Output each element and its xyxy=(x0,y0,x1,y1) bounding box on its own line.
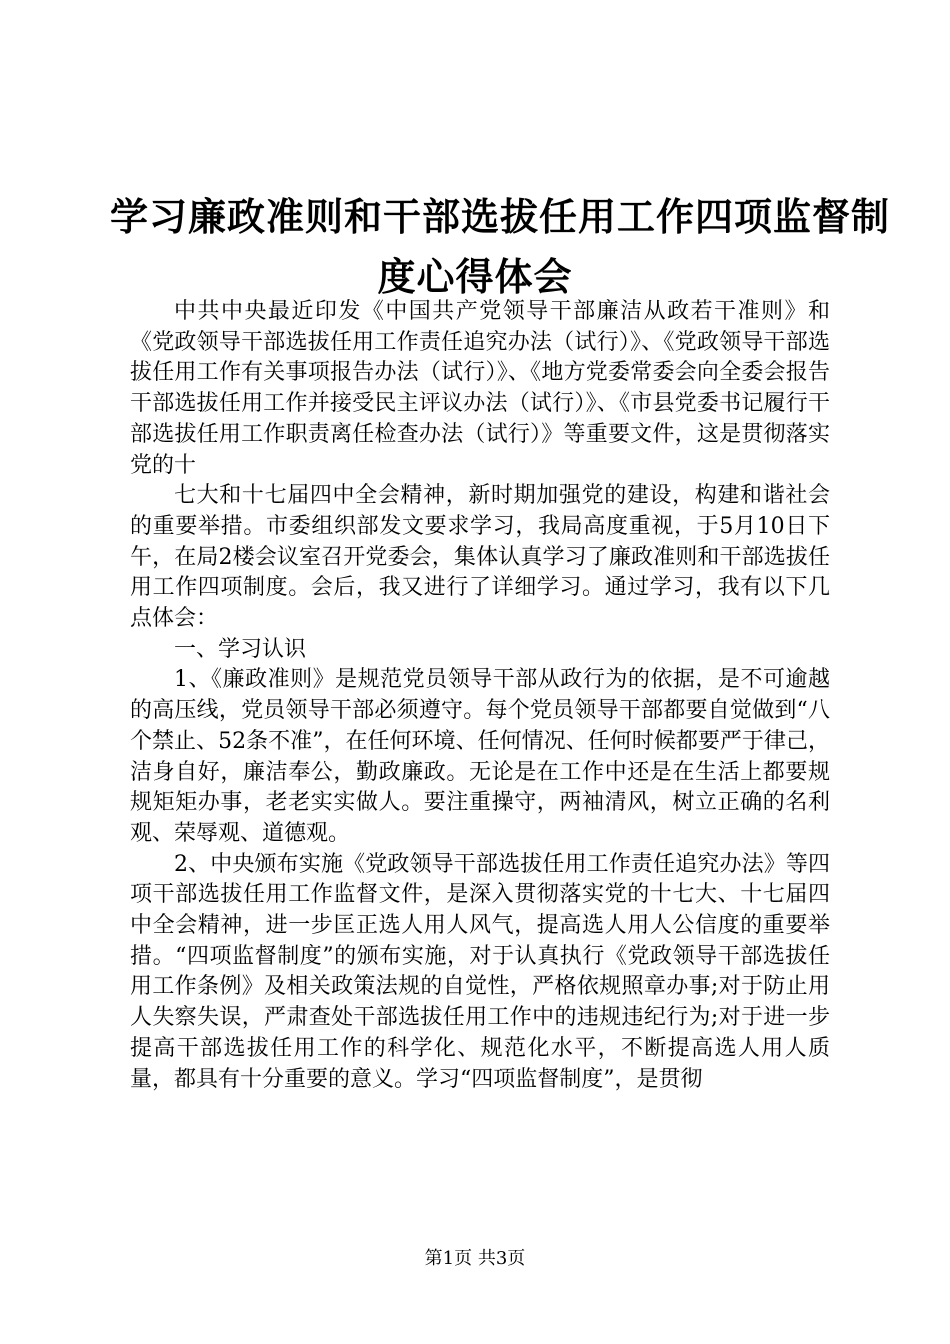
paragraph-point-2: 2、中央颁布实施《党政领导干部选拔任用工作责任追究办法》等四项干部选拔任用工作监督文件，是深入贯彻落实党的十七大、十七届四中全会精神，进一步匡正选人用人风气，提高选人用人公信度的重要举措。“四项监督制度”的颁布实施，对于认真执行《党政领导干部选拔任用工作条例》及相关政策法规的自觉性，严格依规照章办事;对于防止用人失察失误，严肃查处干部选拔任用工作中的违规违纪行为;对于进一步提高干部选拔任用工作的科学化、规范化水平，不断提高选人用人质量，都具有十分重要的意义。学习“四项监督制度”，是贯彻 xyxy=(130,851,830,1092)
section-heading: 一、学习认识 xyxy=(174,636,307,662)
document-body xyxy=(130,297,830,1095)
paragraph-background: 七大和十七届四中全会精神，新时期加强党的建设，构建和谐社会的重要举措。市委组织部发文要求学习，我局高度重视，于5月10日下午，在局2楼会议室召开党委会，集体认真学习了廉政准则和干部选拔任用工作四项制度。会后，我又进行了详细学习。通过学习，我有以下几点体会： xyxy=(130,483,830,632)
document-title-line-1: 学习廉政准则和干部选拔任用工作四项监督制 xyxy=(110,195,891,239)
page-footer: 第1页 共3页 xyxy=(424,1248,526,1269)
document-title-line-2: 度心得体会 xyxy=(377,255,573,299)
paragraph-intro: 中共中央最近印发《中国共产党领导干部廉洁从政若干准则》和《党政领导干部选拔任用工作责任追究办法（试行）》、《党政领导干部选拔任用工作有关事项报告办法（试行）》、《地方党委常委会向全委会报告干部选拔任用工作并接受民主评议办法（试行）》、《市县党委书记履行干部选拔任用工作职责离任检查办法（试行）》等重要文件，这是贯彻落实党的十 xyxy=(130,299,830,478)
paragraph-point-1: 1、《廉政准则》是规范党员领导干部从政行为的依据，是不可逾越的高压线，党员领导干部必须遵守。每个党员领导干部都要自觉做到“八个禁止、52条不准”，在任何环境、任何情况、任何时候都要严于律己，洁身自好，廉洁奉公，勤政廉政。无论是在工作中还是在生活上都要规规矩矩办事，老老实实做人。要注重操守，两袖清风，树立正确的名利观、荣辱观、道德观。 xyxy=(130,667,830,846)
